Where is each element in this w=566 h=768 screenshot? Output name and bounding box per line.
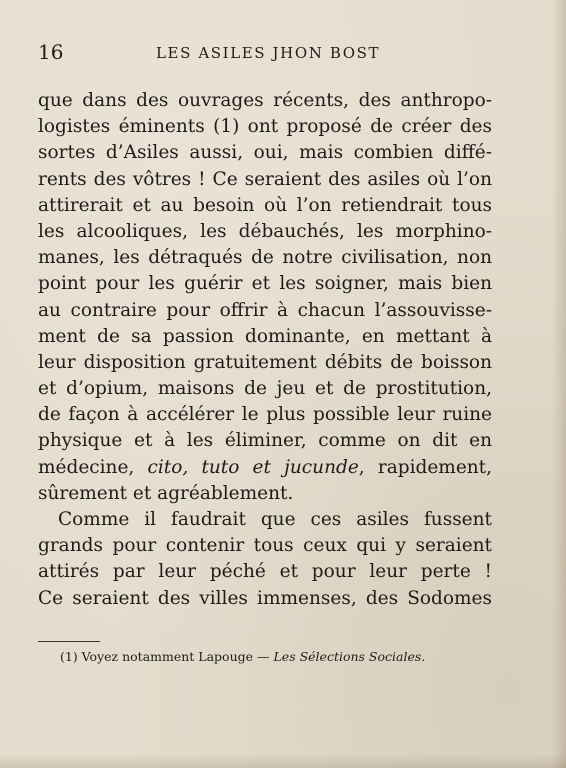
footnote [60,648,425,666]
text-line: physique et à les éliminer, comme on dit en [38,430,492,452]
text-line: sûrement et agréablement. [38,482,294,504]
running-title: LES ASILES JHON BOST [156,44,381,62]
text-line: les alcooliques, les débauchés, les morphino- [38,220,492,242]
text-line: leur disposition gratuitement débits de boisson [38,351,492,373]
text-line: attirerait et au besoin où l’on retiendrait tous [38,194,492,216]
paragraph-start-line: Comme il faudrait que ces asiles fussent [58,509,492,530]
footnote-rule [38,641,100,642]
text-segment: médecine, [38,456,135,478]
body-text [38,88,492,612]
text-line: ment de sa passion dominante, en mettant à [38,325,492,347]
text-segment: , rapidement, [358,456,492,478]
text-line: que dans des ouvrages récents, des anthropo- [38,90,492,111]
text-line: grands pour contenir tous ceux qui y seraient [38,535,492,557]
text-line: et d’opium, maisons de jeu et de prostitution, [38,378,492,400]
text-line: de façon à accélérer le plus possible leur ruine [38,404,492,426]
page-number: 16 [38,40,64,64]
text-line: sortes d’Asiles aussi, oui, mais combien diffé- [38,142,492,164]
text-line: manes, les détraqués de notre civilisation, non [38,247,492,269]
text-line: logistes éminents (1) ont proposé de créer des [38,116,492,138]
text-line: point pour les guérir et les soigner, mais bien [38,273,492,295]
text-line: Ce seraient des villes immenses, des Sodomes [38,587,492,609]
footnote-text: (1) Voyez notamment Lapouge — [60,649,270,664]
text-line: au contraire pour offrir à chacun l’assouvisse- [38,299,492,321]
page-header [38,40,530,64]
text-line-latin [38,455,492,481]
text-line: attirés par leur péché et pour leur perte ! [38,561,492,583]
page-bottom-shadow [0,754,566,768]
footnote-source: Les Sélections Sociales. [273,649,426,664]
page-edge-shadow [552,0,566,768]
latin-phrase: cito, tuto et jucunde [147,456,359,478]
text-line: rents des vôtres ! Ce seraient des asiles où l’on [38,168,492,190]
